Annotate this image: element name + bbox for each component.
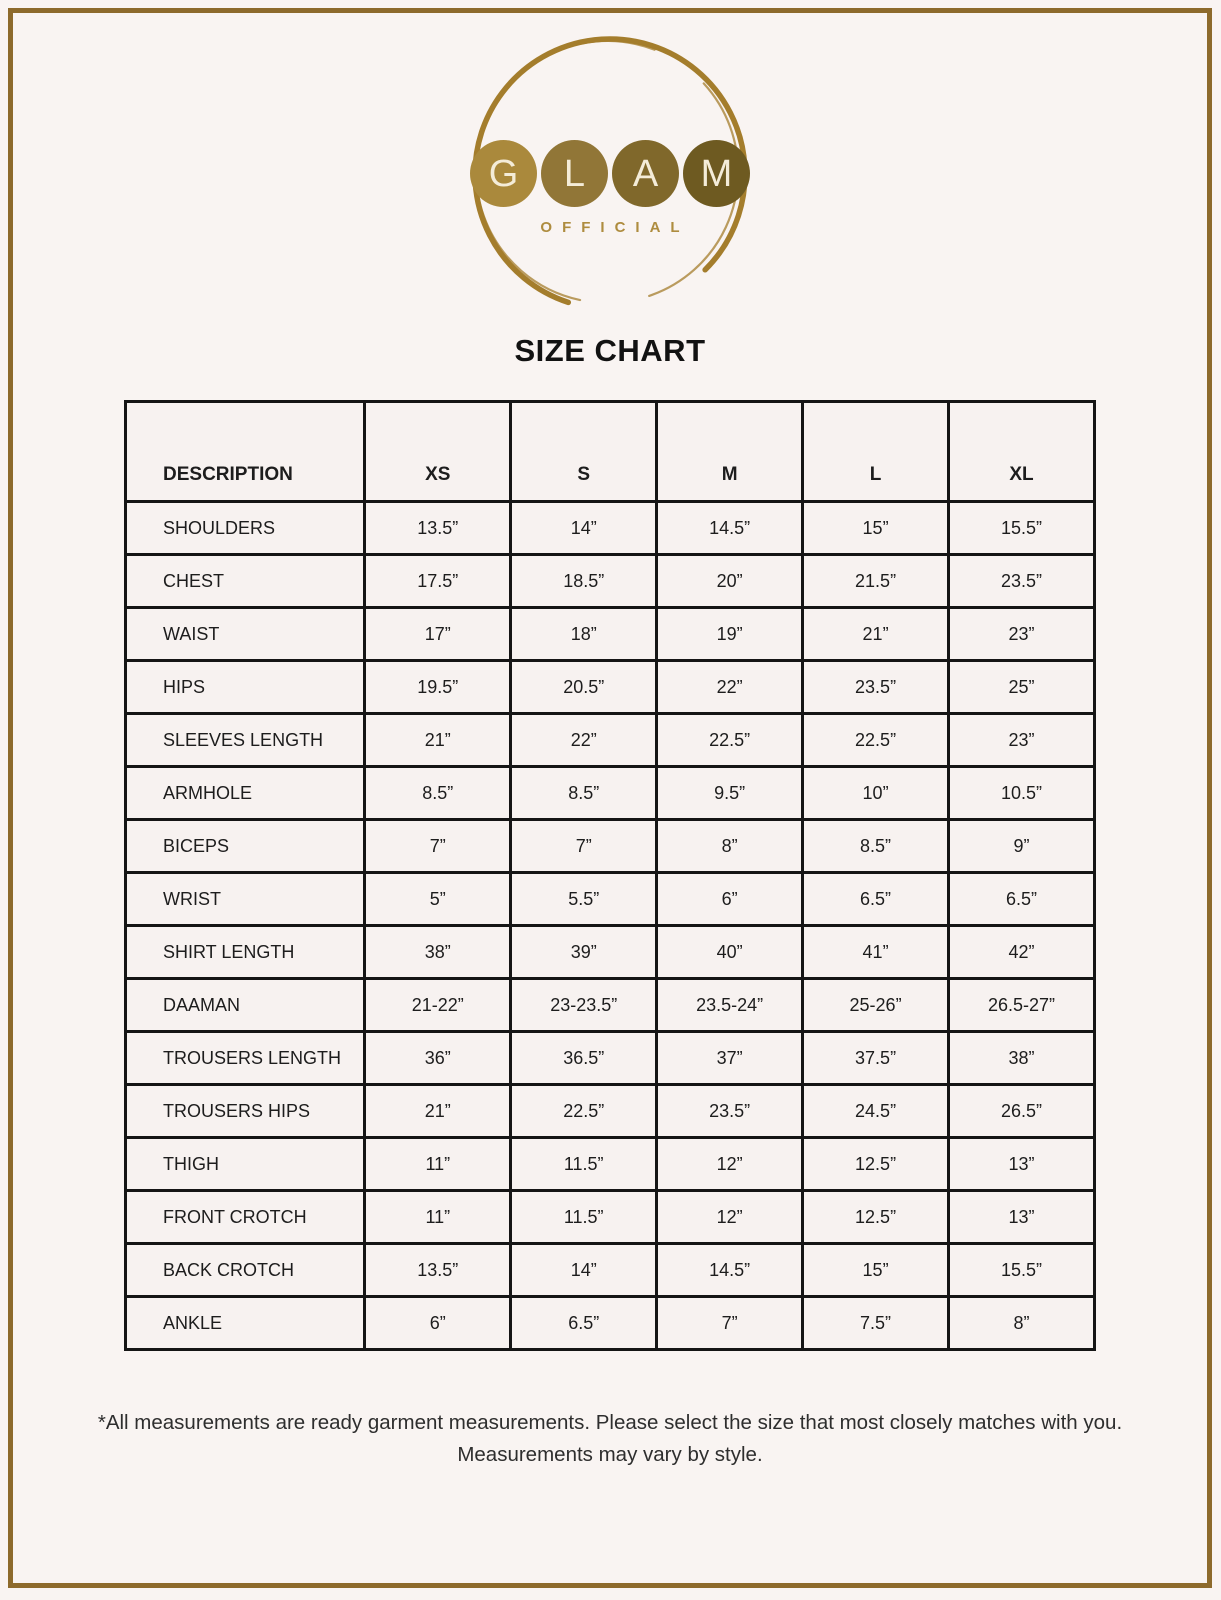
measurement-cell: 8.5”: [803, 820, 949, 873]
table-row: [126, 1032, 1095, 1085]
table-row: [126, 714, 1095, 767]
logo-letter-circle-m: M: [683, 140, 750, 207]
measurement-cell: 12”: [657, 1138, 803, 1191]
row-label: HIPS: [126, 661, 365, 714]
row-label: THIGH: [126, 1138, 365, 1191]
logo-letter-circles: [470, 140, 750, 207]
measurement-cell: 13”: [949, 1138, 1095, 1191]
table-row: [126, 502, 1095, 555]
measurement-cell: 5”: [365, 873, 511, 926]
measurement-cell: 7”: [365, 820, 511, 873]
measurement-cell: 23.5-24”: [657, 979, 803, 1032]
row-label: ANKLE: [126, 1297, 365, 1350]
footnote-line-2: Measurements may vary by style.: [457, 1442, 763, 1466]
row-label: SHOULDERS: [126, 502, 365, 555]
measurement-cell: 40”: [657, 926, 803, 979]
measurement-cell: 38”: [365, 926, 511, 979]
measurement-cell: 15.5”: [949, 502, 1095, 555]
measurement-cell: 18.5”: [511, 555, 657, 608]
measurement-cell: 21”: [803, 608, 949, 661]
measurement-cell: 36”: [365, 1032, 511, 1085]
measurement-cell: 20”: [657, 555, 803, 608]
measurement-cell: 13”: [949, 1191, 1095, 1244]
measurement-cell: 7”: [511, 820, 657, 873]
logo-letter-circle-a: A: [612, 140, 679, 207]
measurement-cell: 41”: [803, 926, 949, 979]
row-label: BICEPS: [126, 820, 365, 873]
row-label: DAAMAN: [126, 979, 365, 1032]
table-row: [126, 1297, 1095, 1350]
measurement-cell: 11”: [365, 1191, 511, 1244]
measurement-cell: 21”: [365, 1085, 511, 1138]
measurement-cell: 15.5”: [949, 1244, 1095, 1297]
measurement-cell: 21-22”: [365, 979, 511, 1032]
row-label: WRIST: [126, 873, 365, 926]
table-row: [126, 1244, 1095, 1297]
measurement-cell: 23.5”: [657, 1085, 803, 1138]
measurement-cell: 13.5”: [365, 1244, 511, 1297]
measurement-cell: 12”: [657, 1191, 803, 1244]
measurement-cell: 21”: [365, 714, 511, 767]
measurement-cell: 23.5”: [803, 661, 949, 714]
measurement-cell: 9”: [949, 820, 1095, 873]
measurement-cell: 6.5”: [803, 873, 949, 926]
measurement-cell: 19”: [657, 608, 803, 661]
table-row: [126, 979, 1095, 1032]
measurement-cell: 19.5”: [365, 661, 511, 714]
row-label: SLEEVES LENGTH: [126, 714, 365, 767]
row-label: SHIRT LENGTH: [126, 926, 365, 979]
column-header-xs: XS: [365, 402, 511, 502]
measurement-cell: 8”: [949, 1297, 1095, 1350]
measurement-cell: 23-23.5”: [511, 979, 657, 1032]
measurement-cell: 7”: [657, 1297, 803, 1350]
brand-logo: [454, 33, 766, 319]
row-label: ARMHOLE: [126, 767, 365, 820]
measurement-cell: 11”: [365, 1138, 511, 1191]
measurement-cell: 25-26”: [803, 979, 949, 1032]
measurement-cell: 26.5-27”: [949, 979, 1095, 1032]
logo-letter-circle-l: L: [541, 140, 608, 207]
measurement-cell: 15”: [803, 502, 949, 555]
measurement-cell: 15”: [803, 1244, 949, 1297]
measurement-cell: 42”: [949, 926, 1095, 979]
column-header-l: L: [803, 402, 949, 502]
logo-letter-circle-g: G: [470, 140, 537, 207]
table-row: [126, 1191, 1095, 1244]
measurement-cell: 6”: [365, 1297, 511, 1350]
measurement-cell: 20.5”: [511, 661, 657, 714]
page-title: SIZE CHART: [514, 333, 706, 368]
measurement-cell: 23”: [949, 608, 1095, 661]
gold-frame-border: [8, 8, 1212, 1588]
table-row: [126, 1138, 1095, 1191]
table-row: [126, 661, 1095, 714]
measurement-cell: 7.5”: [803, 1297, 949, 1350]
measurement-cell: 21.5”: [803, 555, 949, 608]
measurement-cell: 8.5”: [511, 767, 657, 820]
measurement-cell: 14”: [511, 502, 657, 555]
measurement-cell: 14.5”: [657, 502, 803, 555]
measurement-cell: 23.5”: [949, 555, 1095, 608]
footnote-line-1: *All measurements are ready garment measurements. Please select the size that most closely matches with you.: [97, 1411, 1123, 1434]
measurement-cell: 17.5”: [365, 555, 511, 608]
measurement-cell: 10.5”: [949, 767, 1095, 820]
measurement-cell: 10”: [803, 767, 949, 820]
column-header-s: S: [511, 402, 657, 502]
measurement-cell: 39”: [511, 926, 657, 979]
measurement-cell: 37.5”: [803, 1032, 949, 1085]
measurement-cell: 11.5”: [511, 1191, 657, 1244]
measurement-cell: 17”: [365, 608, 511, 661]
size-chart-table: [124, 400, 1096, 1351]
measurement-cell: 9.5”: [657, 767, 803, 820]
measurement-cell: 22”: [657, 661, 803, 714]
column-header-m: M: [657, 402, 803, 502]
measurement-cell: 26.5”: [949, 1085, 1095, 1138]
measurement-cell: 12.5”: [803, 1191, 949, 1244]
measurement-cell: 38”: [949, 1032, 1095, 1085]
measurement-cell: 13.5”: [365, 502, 511, 555]
measurement-cell: 14.5”: [657, 1244, 803, 1297]
table-row: [126, 555, 1095, 608]
table-row: [126, 873, 1095, 926]
logo-subtitle: OFFICIAL: [540, 219, 690, 236]
row-label: WAIST: [126, 608, 365, 661]
measurement-cell: 22.5”: [511, 1085, 657, 1138]
row-label: TROUSERS HIPS: [126, 1085, 365, 1138]
measurement-cell: 23”: [949, 714, 1095, 767]
measurement-cell: 22”: [511, 714, 657, 767]
measurement-cell: 11.5”: [511, 1138, 657, 1191]
table-header-row: [126, 402, 1095, 502]
measurement-cell: 6.5”: [949, 873, 1095, 926]
row-label: BACK CROTCH: [126, 1244, 365, 1297]
row-label: CHEST: [126, 555, 365, 608]
column-header-description: DESCRIPTION: [126, 402, 365, 502]
measurement-cell: 8.5”: [365, 767, 511, 820]
measurement-cell: 12.5”: [803, 1138, 949, 1191]
table-row: [126, 820, 1095, 873]
row-label: TROUSERS LENGTH: [126, 1032, 365, 1085]
measurement-cell: 22.5”: [657, 714, 803, 767]
measurement-cell: 36.5”: [511, 1032, 657, 1085]
table-row: [126, 1085, 1095, 1138]
measurement-cell: 22.5”: [803, 714, 949, 767]
row-label: FRONT CROTCH: [126, 1191, 365, 1244]
measurement-cell: 14”: [511, 1244, 657, 1297]
measurement-cell: 18”: [511, 608, 657, 661]
measurement-cell: 6”: [657, 873, 803, 926]
table-row: [126, 608, 1095, 661]
measurement-cell: 6.5”: [511, 1297, 657, 1350]
measurement-cell: 8”: [657, 820, 803, 873]
measurement-cell: 37”: [657, 1032, 803, 1085]
column-header-xl: XL: [949, 402, 1095, 502]
measurement-cell: 25”: [949, 661, 1095, 714]
table-row: [126, 767, 1095, 820]
table-row: [126, 926, 1095, 979]
footnote: [13, 1407, 1207, 1471]
measurement-cell: 5.5”: [511, 873, 657, 926]
measurement-cell: 24.5”: [803, 1085, 949, 1138]
